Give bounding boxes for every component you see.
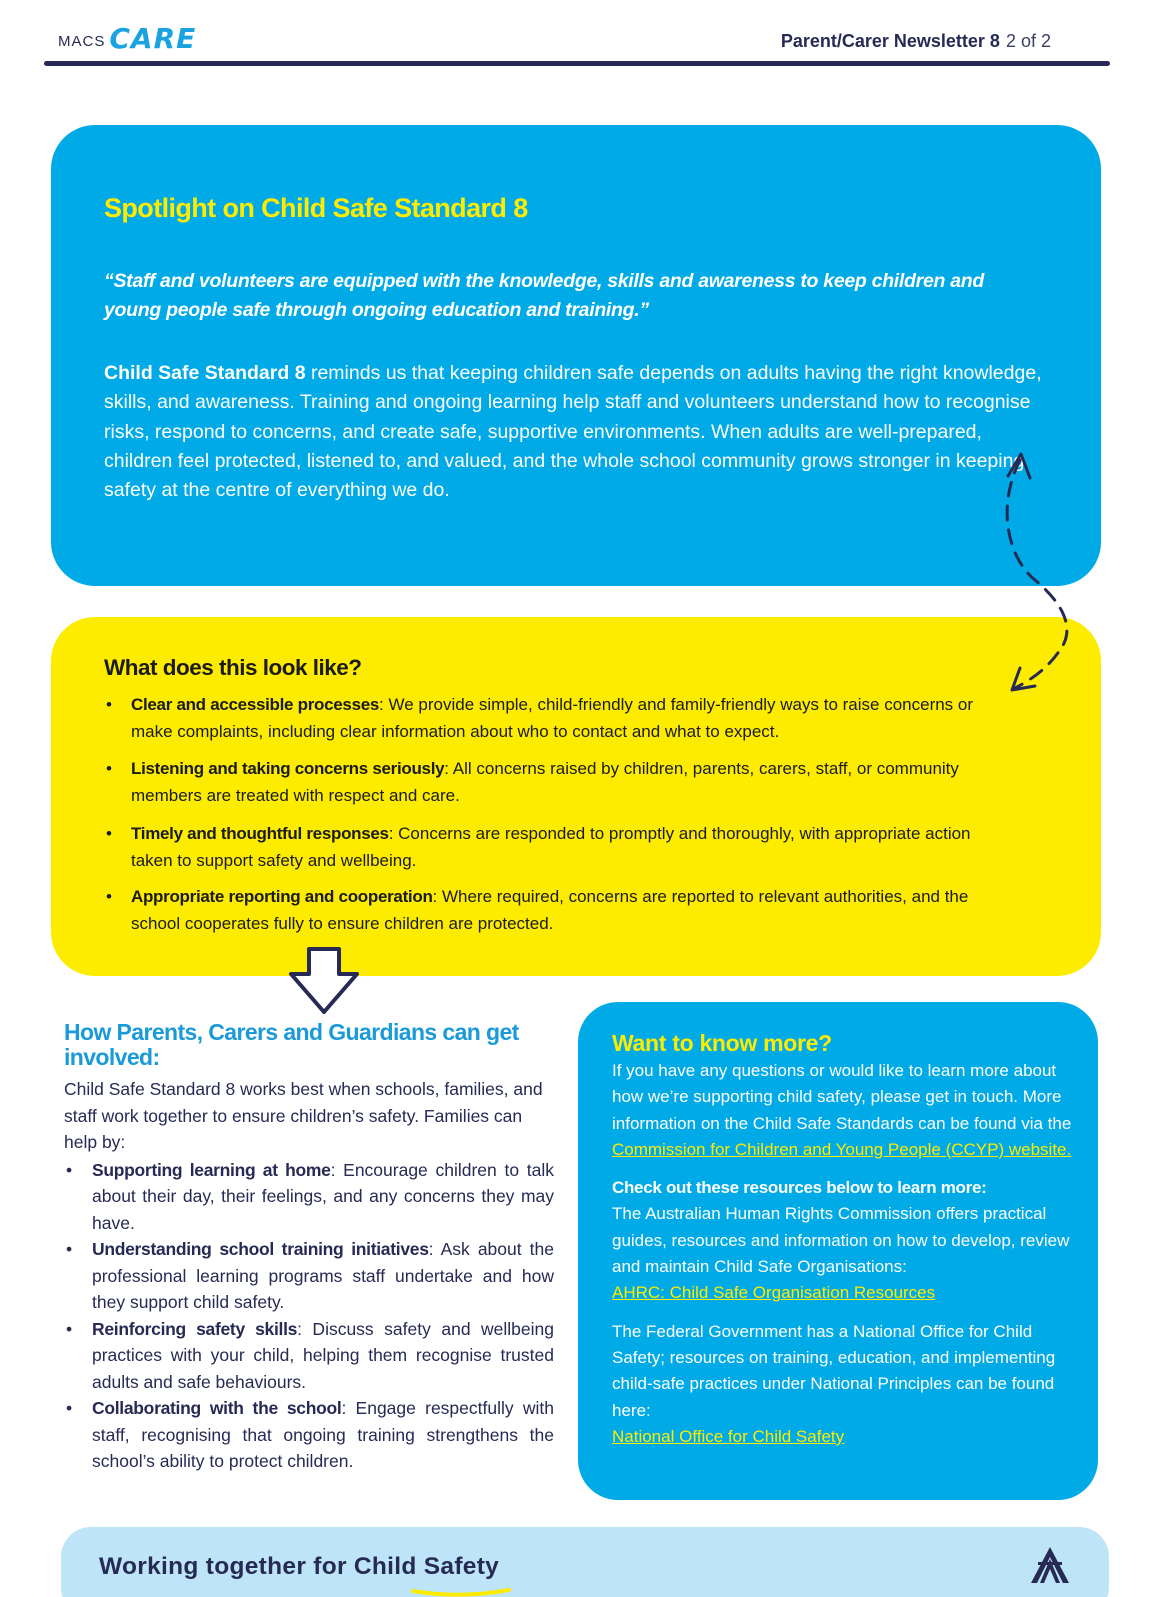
- list-item-heading: Understanding school training initiatives: [92, 1239, 429, 1259]
- more-info-paragraph: [612, 1058, 1072, 1163]
- bullet-icon: •: [106, 695, 112, 714]
- list-item-heading: Clear and accessible processes: [131, 695, 380, 714]
- standard-quote: “Staff and volunteers are equipped with the knowledge, skills and awareness to keep children and young people safe through ongoing education and training.”: [104, 270, 984, 321]
- yellow-underline-icon: [411, 1587, 511, 1597]
- bullet-icon: •: [66, 1398, 73, 1418]
- logo-care-text: CARE: [109, 21, 197, 55]
- involvement-intro: Child Safe Standard 8 works best when schools, families, and staff work together to ensure children’s safety. Families can help by:: [64, 1079, 543, 1152]
- list-item-heading: Timely and thoughtful responses: [131, 824, 389, 843]
- list-item: [104, 755, 1004, 809]
- list-item-heading: Reinforcing safety skills: [92, 1318, 298, 1339]
- header-divider: [44, 61, 1110, 66]
- involvement-title: How Parents, Carers and Guardians can get involved:: [64, 1019, 519, 1070]
- list-item-text: : Where required, concerns are reported to relevant authorities, and the school cooperates fully to ensure children are protected.: [131, 887, 969, 933]
- list-item: [64, 1236, 554, 1316]
- spotlight-body: [104, 359, 1044, 505]
- list-item: [64, 1157, 554, 1237]
- list-item-heading: Listening and taking concerns seriously: [131, 759, 445, 778]
- bullet-icon: •: [66, 1159, 73, 1180]
- list-item-heading: Collaborating with the school: [92, 1398, 342, 1418]
- involvement-list: [64, 1157, 554, 1475]
- bullet-icon: •: [66, 1239, 73, 1259]
- more-info-card: [578, 1002, 1098, 1500]
- bullet-icon: •: [106, 759, 112, 778]
- ahrc-paragraph: The Australian Human Rights Commission offers practical guides, resources and information on how to develop, review and maintain Child Safe Organisations:: [612, 1204, 1070, 1277]
- list-item: [104, 883, 1004, 937]
- ahrc-link-row: [612, 1280, 1072, 1306]
- footer-banner: [61, 1527, 1109, 1597]
- looks-like-list: [104, 691, 1004, 937]
- more-info-body: [612, 1058, 1072, 1450]
- spotlight-body-strong: Child Safe Standard 8: [104, 362, 306, 384]
- footer-tagline: Working together for Child Safety: [99, 1553, 500, 1580]
- list-item: [104, 820, 1004, 874]
- list-item: [64, 1395, 554, 1475]
- bullet-icon: •: [66, 1318, 73, 1339]
- nocs-paragraph: The Federal Government has a National Office for Child Safety; resources on training, education, and implementing child-safe practices under National Principles can be found here:: [612, 1321, 1056, 1420]
- down-arrow-icon: [286, 946, 362, 1016]
- ahrc-link[interactable]: AHRC: Child Safe Organisation Resources: [612, 1283, 936, 1303]
- nocs-link-row: [612, 1424, 1072, 1450]
- more-info-text: If you have any questions or would like to learn more about how we’re supporting child safety, please get in touch. More information on the Child Safe Standards can be found via the: [612, 1061, 1072, 1133]
- list-item-heading: Supporting learning at home: [92, 1159, 331, 1180]
- list-item-text: : Ask about the professional learning programs staff undertake and how they support child safety.: [92, 1239, 555, 1312]
- page-header: [0, 0, 1158, 70]
- list-item: [64, 1316, 554, 1396]
- newsletter-name: Parent/Carer Newsletter 8: [780, 31, 1000, 51]
- list-item: [104, 691, 1004, 745]
- looks-like-card: [51, 617, 1101, 976]
- page-indicator: 2 of 2: [1005, 31, 1051, 51]
- more-info-title: Want to know more?: [612, 1030, 832, 1056]
- list-item-text: : We provide simple, child-friendly and family-friendly ways to raise concerns or make complaints, including clear information about who to contact and what to expect.: [131, 695, 974, 741]
- newsletter-title: [781, 31, 1051, 52]
- ccyp-link[interactable]: Commission for Children and Young People (CCYP) website.: [612, 1139, 1072, 1159]
- bullet-icon: •: [106, 887, 112, 906]
- looks-like-title: What does this look like?: [104, 655, 362, 680]
- macs-care-logo: [58, 18, 196, 58]
- list-item-text: : Discuss safety and wellbeing practices with your child, helping them recognise trusted adults and safe behaviours.: [92, 1318, 554, 1392]
- involvement-section: [64, 1020, 554, 1475]
- list-item-heading: Appropriate reporting and cooperation: [131, 887, 433, 906]
- bullet-icon: •: [106, 824, 112, 843]
- list-item-text: : Engage respectfully with staff, recognising that ongoing training strengthens the school’s ability to protect children.: [92, 1398, 554, 1471]
- spotlight-card: [51, 125, 1101, 586]
- list-item-text: : Encourage children to talk about their day, their feelings, and any concerns they may have.: [92, 1159, 554, 1233]
- macs-emblem-icon: [1025, 1545, 1075, 1585]
- list-item-text: : Concerns are responded to promptly and thoroughly, with appropriate action taken to support safety and wellbeing.: [131, 824, 971, 870]
- spotlight-title: Spotlight on Child Safe Standard 8: [104, 193, 528, 223]
- spotlight-body-text: reminds us that keeping children safe depends on adults having the right knowledge, skills, and awareness. Training and ongoing learning help staff and volunteers understand how to recognise risks, respond to concerns, and create safe, supportive environments. When adults are well-prepared, children feel protected, listened to, and valued, and the whole school community grows stronger in keeping safety at the centre of everything we do.: [104, 362, 1042, 502]
- logo-macs-text: MACS: [58, 32, 106, 50]
- list-item-text: : All concerns raised by children, parents, carers, staff, or community members are treated with respect and care.: [131, 759, 959, 805]
- dashed-curved-arrow-icon: [990, 440, 1100, 710]
- resources-heading: Check out these resources below to learn more:: [612, 1178, 987, 1198]
- nocs-link[interactable]: National Office for Child Safety: [612, 1426, 845, 1446]
